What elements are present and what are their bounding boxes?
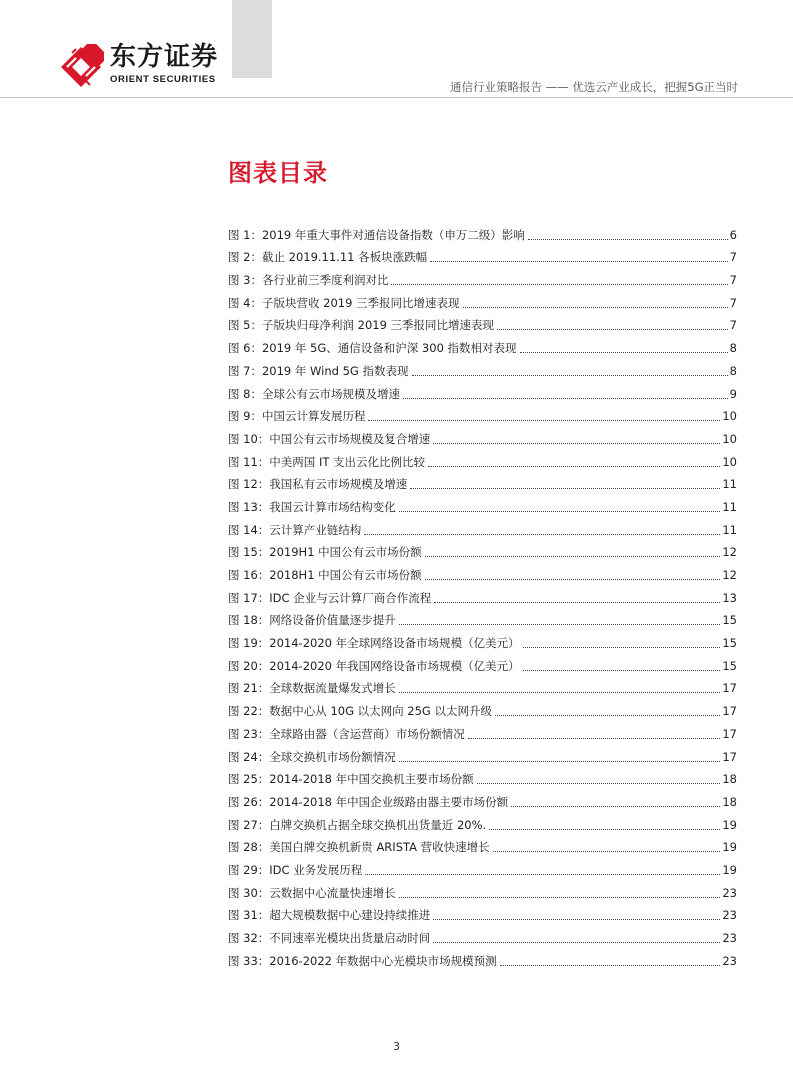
toc-entry[interactable]: [228, 243, 737, 266]
toc-entry[interactable]: [228, 696, 737, 719]
toc-leader-dots: [399, 761, 721, 762]
toc-entry-page: 7: [729, 250, 737, 265]
toc-entry-label: 图 22：数据中心从 10G 以太网向 25G 以太网升级: [228, 704, 492, 719]
toc-entry-page: 10: [722, 409, 737, 424]
toc-entry-label: 图 5：子版块归母净利润 2019 三季报同比增速表现: [228, 318, 495, 333]
toc-entry-page: 15: [722, 613, 737, 628]
toc-entry[interactable]: [228, 220, 737, 243]
toc-entry-label: 图 13：我国云计算市场结构变化: [228, 499, 396, 514]
toc-entry-label: 图 6：2019 年 5G、通信设备和沪深 300 指数相对表现: [228, 341, 517, 356]
toc-entry-label: 图 28：美国白牌交换机新贵 ARISTA 营收快速增长: [228, 840, 490, 855]
toc-entry[interactable]: [228, 674, 737, 697]
toc-entry-page: 15: [722, 636, 737, 651]
toc-leader-dots: [468, 738, 721, 739]
toc-entry-label: 图 14：云计算产业链结构: [228, 522, 362, 537]
toc-leader-dots: [364, 534, 720, 535]
toc-entry-page: 12: [722, 545, 737, 560]
toc-entry[interactable]: [228, 447, 737, 470]
toc-entry[interactable]: [228, 265, 737, 288]
toc-leader-dots: [365, 874, 720, 875]
toc-entry[interactable]: [228, 765, 737, 788]
figure-toc-list: [228, 220, 737, 969]
toc-leader-dots: [425, 556, 721, 557]
toc-entry[interactable]: [228, 356, 737, 379]
toc-entry-page: 7: [729, 295, 737, 310]
toc-leader-dots: [433, 443, 720, 444]
toc-entry[interactable]: [228, 560, 737, 583]
toc-entry-page: 18: [722, 772, 737, 787]
toc-entry[interactable]: [228, 402, 737, 425]
toc-entry-label: 图 4：子版块营收 2019 三季报同比增速表现: [228, 295, 460, 310]
toc-leader-dots: [500, 965, 721, 966]
toc-entry-page: 12: [722, 568, 737, 582]
toc-leader-dots: [489, 829, 720, 830]
toc-entry[interactable]: [228, 923, 737, 946]
toc-entry-page: 19: [722, 862, 737, 877]
toc-entry-page: 11: [722, 499, 737, 514]
toc-entry-label: 图 12：我国私有云市场规模及增速: [228, 477, 408, 492]
toc-entry-label: 图 31：超大规模数据中心建设持续推进: [228, 908, 431, 923]
toc-entry-page: 19: [722, 840, 737, 855]
toc-entry-label: 图 21：全球数据流量爆发式增长: [228, 681, 396, 696]
toc-entry-page: 17: [722, 681, 737, 696]
toc-entry[interactable]: [228, 606, 737, 629]
toc-entry[interactable]: [228, 288, 737, 311]
toc-entry[interactable]: [228, 538, 737, 561]
toc-entry[interactable]: [228, 492, 737, 515]
toc-leader-dots: [399, 692, 721, 693]
toc-leader-dots: [399, 897, 721, 898]
toc-entry-label: 图 7：2019 年 Wind 5G 指数表现: [228, 363, 409, 378]
toc-leader-dots: [410, 488, 720, 489]
toc-entry-label: 图 27：白牌交换机占据全球交换机出货量近 20%.: [228, 817, 487, 832]
toc-entry-page: 23: [722, 885, 737, 900]
toc-entry[interactable]: [228, 855, 737, 878]
toc-entry-page: 17: [722, 726, 737, 741]
toc-entry-page: 8: [729, 341, 737, 356]
toc-entry[interactable]: [228, 515, 737, 538]
toc-entry-label: 图 20：2014-2020 年我国网络设备市场规模（亿美元）: [228, 658, 520, 673]
toc-entry-page: 17: [722, 704, 737, 719]
toc-entry-page: 7: [729, 318, 737, 333]
toc-entry[interactable]: [228, 946, 737, 969]
toc-entry-label: 图 10：中国公有云市场规模及复合增速: [228, 431, 431, 446]
toc-entry-label: 图 3：各行业前三季度利润对比: [228, 273, 389, 288]
toc-entry-page: 11: [722, 477, 737, 492]
toc-leader-dots: [399, 624, 721, 625]
toc-leader-dots: [430, 261, 728, 262]
toc-entry[interactable]: [228, 833, 737, 856]
toc-entry-page: 7: [729, 273, 737, 288]
toc-entry-page: 10: [722, 431, 737, 446]
toc-entry-label: 图 16：2018H1 中国公有云市场份额: [228, 568, 422, 582]
toc-leader-dots: [368, 420, 720, 421]
toc-leader-dots: [463, 307, 728, 308]
brand-name-cn: 东方证券: [110, 42, 219, 72]
toc-entry-label: 图 17：IDC 企业与云计算厂商合作流程: [228, 590, 432, 605]
header-divider: [0, 97, 793, 98]
toc-leader-dots: [523, 670, 721, 671]
orient-securities-logo-icon: [58, 44, 104, 90]
toc-leader-dots: [477, 783, 721, 784]
toc-entry[interactable]: [228, 424, 737, 447]
toc-entry[interactable]: [228, 742, 737, 765]
toc-leader-dots: [433, 919, 720, 920]
toc-entry[interactable]: [228, 379, 737, 402]
toc-entry[interactable]: [228, 651, 737, 674]
toc-leader-dots: [412, 375, 728, 376]
toc-entry[interactable]: [228, 810, 737, 833]
toc-entry-page: 23: [722, 908, 737, 923]
toc-leader-dots: [425, 579, 721, 580]
report-title: 通信行业策略报告 —— 优选云产业成长，把握5G正当时: [449, 80, 738, 94]
toc-entry-page: 18: [722, 794, 737, 809]
toc-entry-page: 23: [722, 953, 737, 968]
header-decor-bar: [232, 0, 272, 78]
toc-leader-dots: [520, 352, 728, 353]
toc-entry-page: 23: [722, 931, 737, 945]
toc-leader-dots: [434, 602, 720, 603]
toc-entry[interactable]: [228, 901, 737, 924]
toc-leader-dots: [511, 806, 720, 807]
toc-leader-dots: [493, 851, 721, 852]
toc-entry-label: 图 19：2014-2020 年全球网络设备市场规模（亿美元）: [228, 636, 520, 651]
toc-leader-dots: [495, 715, 720, 716]
toc-entry-page: 9: [729, 386, 737, 401]
toc-entry-page: 6: [729, 227, 737, 242]
toc-entry-page: 10: [722, 454, 737, 469]
toc-entry[interactable]: [228, 719, 737, 742]
section-title: 图表目录: [228, 159, 328, 187]
toc-leader-dots: [403, 398, 728, 399]
toc-entry-label: 图 9：中国云计算发展历程: [228, 409, 366, 424]
toc-entry-label: 图 8：全球公有云市场规模及增速: [228, 386, 400, 401]
toc-entry-label: 图 2：截止 2019.11.11 各板块涨跌幅: [228, 250, 428, 265]
toc-entry-page: 15: [722, 658, 737, 673]
toc-entry-page: 11: [722, 522, 737, 537]
toc-entry-label: 图 33：2016-2022 年数据中心光模块市场规模预测: [228, 953, 497, 968]
toc-entry-label: 图 1：2019 年重大事件对通信设备指数（申万二级）影响: [228, 227, 525, 242]
toc-entry[interactable]: [228, 583, 737, 606]
toc-leader-dots: [428, 466, 720, 467]
brand-name-en: ORIENT SECURITIES: [110, 74, 216, 85]
toc-leader-dots: [497, 329, 728, 330]
toc-entry[interactable]: [228, 878, 737, 901]
toc-entry-label: 图 29：IDC 业务发展历程: [228, 862, 363, 877]
toc-leader-dots: [433, 942, 720, 943]
toc-entry-label: 图 18：网络设备价值量逐步提升: [228, 613, 396, 628]
toc-entry-page: 19: [722, 817, 737, 832]
toc-entry-label: 图 23：全球路由器（含运营商）市场份额情况: [228, 726, 465, 741]
toc-entry[interactable]: [228, 311, 737, 334]
toc-entry-label: 图 30：云数据中心流量快速增长: [228, 885, 396, 900]
toc-entry-label: 图 26：2014-2018 年中国企业级路由器主要市场份额: [228, 794, 509, 809]
toc-leader-dots: [523, 647, 721, 648]
toc-entry-label: 图 32：不同速率光模块出货量启动时间: [228, 931, 431, 945]
page-number: 3: [393, 1040, 400, 1053]
toc-entry-page: 13: [722, 590, 737, 605]
toc-entry[interactable]: [228, 787, 737, 810]
toc-entry-label: 图 11：中美两国 IT 支出云化比例比较: [228, 454, 426, 469]
toc-leader-dots: [528, 239, 728, 240]
toc-entry[interactable]: [228, 333, 737, 356]
toc-entry-label: 图 25：2014-2018 年中国交换机主要市场份额: [228, 772, 474, 787]
toc-entry[interactable]: [228, 470, 737, 493]
toc-entry-label: 图 24：全球交换机市场份额情况: [228, 749, 396, 764]
toc-entry-label: 图 15：2019H1 中国公有云市场份额: [228, 545, 422, 560]
toc-entry-page: 8: [729, 363, 737, 378]
toc-leader-dots: [399, 511, 721, 512]
toc-leader-dots: [391, 284, 727, 285]
toc-entry[interactable]: [228, 628, 737, 651]
toc-entry-page: 17: [722, 749, 737, 764]
